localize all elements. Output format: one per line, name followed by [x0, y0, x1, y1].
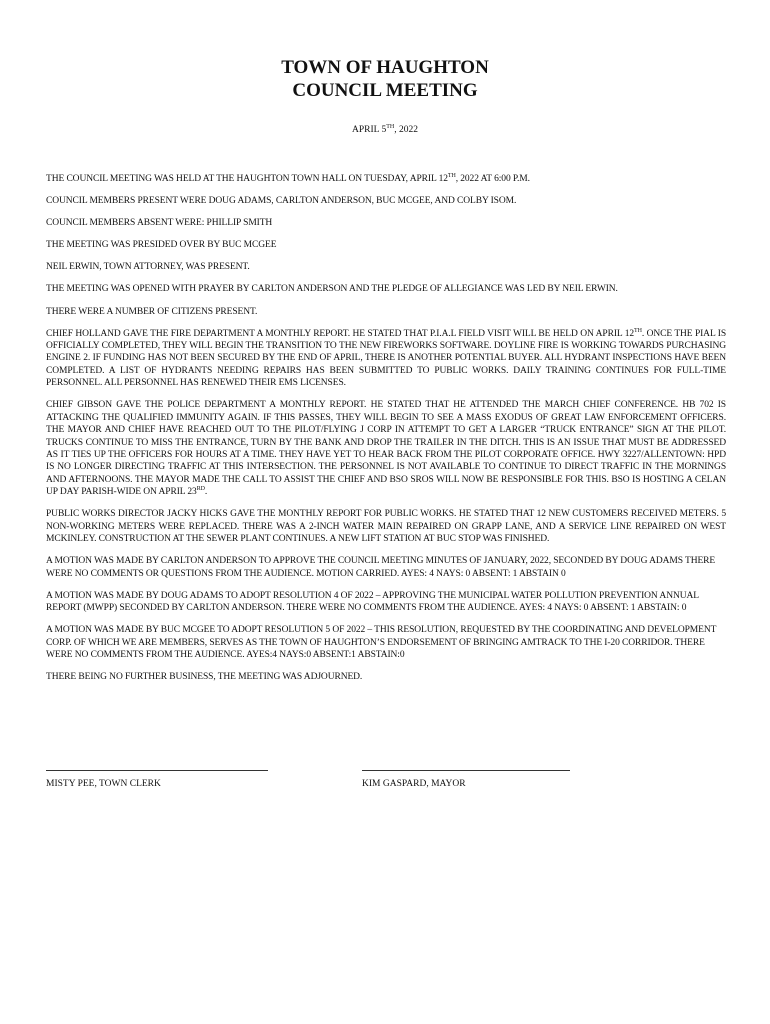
paragraph-motion-resolution-5: A MOTION WAS MADE BY BUC MCGEE TO ADOPT RESOLUTION 5 OF 2022 – THIS RESOLUTION, REQUESTED BY THE COORDINATING AND DEVELOPMENT CORP. OF WHICH WE ARE MEMBERS, SERVES AS THE TOWN OF HAUGHTON’S ENDORSEMENT OF BRINGING AMTRACK TO THE I-20 CORRIDOR. THERE WERE NO COMMENTS FROM THE AUDIENCE. AYES:4 NAYS:0 ABSENT:1 ABSTAIN:0 — [46, 625, 717, 661]
paragraph-motion-minutes: A MOTION WAS MADE BY CARLTON ANDERSON TO APPROVE THE COUNCIL MEETING MINUTES OF JANUARY, 2022, SECONDED BY DOUG ADAMS THERE WERE NO COMMENTS OR QUESTIONS FROM THE AUDIENCE. MOTION CARRIED. AYES: 4 NAYS: 0 ABSENT: 1 ABSTAIN 0 — [46, 556, 716, 579]
title-line-meeting: COUNCIL MEETING — [292, 80, 478, 101]
paragraph-police-report — [46, 399, 726, 498]
date-year: , 2022 — [394, 125, 418, 135]
signature-line-clerk — [46, 770, 268, 771]
paragraph-members-absent: COUNCIL MEMBERS ABSENT WERE: PHILLIP SMITH — [46, 218, 273, 229]
date-ordinal: TH — [386, 123, 395, 130]
signature-line-mayor — [362, 770, 570, 771]
police-report-ordinal: RD — [196, 486, 205, 493]
fire-report-ordinal: TH — [634, 327, 642, 334]
paragraph-presided: THE MEETING WAS PRESIDED OVER BY BUC MCGEE — [46, 240, 277, 251]
signature-clerk — [46, 770, 268, 789]
meeting-date — [0, 125, 770, 135]
paragraph-prayer: THE MEETING WAS OPENED WITH PRAYER BY CARLTON ANDERSON AND THE PLEDGE OF ALLEGIANCE WAS LED BY NEIL ERWIN. — [46, 284, 618, 295]
signature-mayor — [362, 770, 570, 789]
paragraph-citizens: THERE WERE A NUMBER OF CITIZENS PRESENT. — [46, 306, 258, 317]
meeting-held-time: , 2022 AT 6:00 P.M. — [455, 174, 530, 184]
paragraph-public-works: PUBLIC WORKS DIRECTOR JACKY HICKS GAVE THE MONTHLY REPORT FOR PUBLIC WORKS. HE STATED THAT 12 NEW CUSTOMERS RECEIVED METERS. 5 NON-WORKING METERS WERE REPLACED. THERE WAS A 2-INCH WATER MAIN REPAIRED ON GRAPP LANE, AND A SERVICE LINE REPAIRED ON WEST MCKINLEY. CONSTRUCTION AT THE SEWER PLANT CONTINUES. A NEW LIFT STATION AT BUC STOP WAS FINISHED. — [46, 509, 726, 545]
document-title — [0, 56, 770, 102]
date-text: APRIL 5 — [352, 125, 387, 135]
paragraph-fire-report — [46, 328, 726, 390]
police-report-text: CHIEF GIBSON GAVE THE POLICE DEPARTMENT A MONTHLY REPORT. HE STATED THAT HE ATTENDED THE MARCH CHIEF CONFERENCE. HB 702 IS ATTACKING THE QUALIFIED IMMUNITY AGAIN. IF THIS PASSES, THEY WILL BEGIN TO SEE A MASS EXODUS OF GREAT LAW ENFORCEMENT OFFICERS. THE MAYOR AND CHIEF HAVE REACHED OUT TO THE PILOT/FLYING J CORP IN ATTEMPT TO GET A LARGER “TRUCK ENTRANCE” SIGN AT THE PILOT. TRUCKS CONTINUE TO MISS THE ENTRANCE, TURN BY THE BANK AND DROP THE TRAILER IN THE DITCH. THIS IS AN ISSUE THAT MUST BE ADDRESSED AS IT TIES UP THE OFFICERS FOR HOURS AT A TIME. THEY HAVE YET TO HEAR BACK FROM THE PILOT CORPORATE OFFICE. HWY 3227/ALLENTOWN: HPD IS NO LONGER DIRECTING TRAFFIC AT THIS INTERSECTION. THE PERSONNEL IS NOT AVAILABLE TO CONTINUE TO DIRECT TRAFFIC IN THE MORNINGS AND AFTERNOONS. THE MAYOR MADE THE CALL TO ASSIST THE CHIEF AND BSO SROS WILL NOW BE RESPONSIBLE FOR THIS. BSO IS HOSTING A CELAN UP DAY PARISH-WIDE ON APRIL 23 — [46, 400, 726, 498]
meeting-held-text: THE COUNCIL MEETING WAS HELD AT THE HAUGHTON TOWN HALL ON TUESDAY, APRIL 12 — [46, 174, 448, 184]
signature-name-clerk: MISTY PEE, TOWN CLERK — [46, 779, 161, 789]
paragraph-attorney: NEIL ERWIN, TOWN ATTORNEY, WAS PRESENT. — [46, 262, 250, 273]
fire-report-text: CHIEF HOLLAND GAVE THE FIRE DEPARTMENT A MONTHLY REPORT. HE STATED THAT P.I.A.L FIELD VISIT WILL BE HELD ON APRIL 12 — [46, 328, 635, 339]
fire-report-rest: . ONCE THE PIAL IS OFFICIALLY COMPLETED, THEY WILL BEGIN THE TRANSITION TO THE NEW FIREWORKS SOFTWARE. DOYLINE FIRE IS WORKING TOWARDS PURCHASING ENGINE 2. IF FUNDING HAS NOT BEEN SECURED BY THE END OF APRIL, THERE IS ANOTHER POTENTIAL BUYER. ALL HYDRANT INSPECTIONS HAVE BEEN COMPLETED. A LIST OF HYDRANTS NEEDING REPAIRS HAS BEEN SUBMITTED TO PUBLIC WORKS. DAILY TRAINING CONTINUES FOR FULL-TIME PERSONNEL. ALL PERSONNEL HAS RENEWED THEIR EMS LICENSES. — [46, 328, 727, 389]
minutes-body — [46, 173, 726, 693]
signature-name-mayor: KIM GASPARD, MAYOR — [362, 779, 466, 789]
police-report-end: . — [204, 487, 208, 498]
paragraph-adjourned: THERE BEING NO FURTHER BUSINESS, THE MEETING WAS ADJOURNED. — [46, 672, 363, 683]
title-line-town: TOWN OF HAUGHTON — [281, 57, 489, 78]
paragraph-members-present: COUNCIL MEMBERS PRESENT WERE DOUG ADAMS, CARLTON ANDERSON, BUC MCGEE, AND COLBY ISOM. — [46, 196, 517, 207]
meeting-held-ordinal: TH — [447, 172, 456, 179]
paragraph-meeting-held — [46, 173, 726, 185]
paragraph-motion-resolution-4: A MOTION WAS MADE BY DOUG ADAMS TO ADOPT RESOLUTION 4 OF 2022 – APPROVING THE MUNICIPAL WATER POLLUTION PREVENTION ANNUAL REPORT (MWPP) SECONDED BY CARLTON ANDERSON. THERE WERE NO COMMENTS FROM THE AUDIENCE. AYES: 4 NAYS: 0 ABSENT: 1 ABSTAIN: 0 — [46, 590, 699, 614]
